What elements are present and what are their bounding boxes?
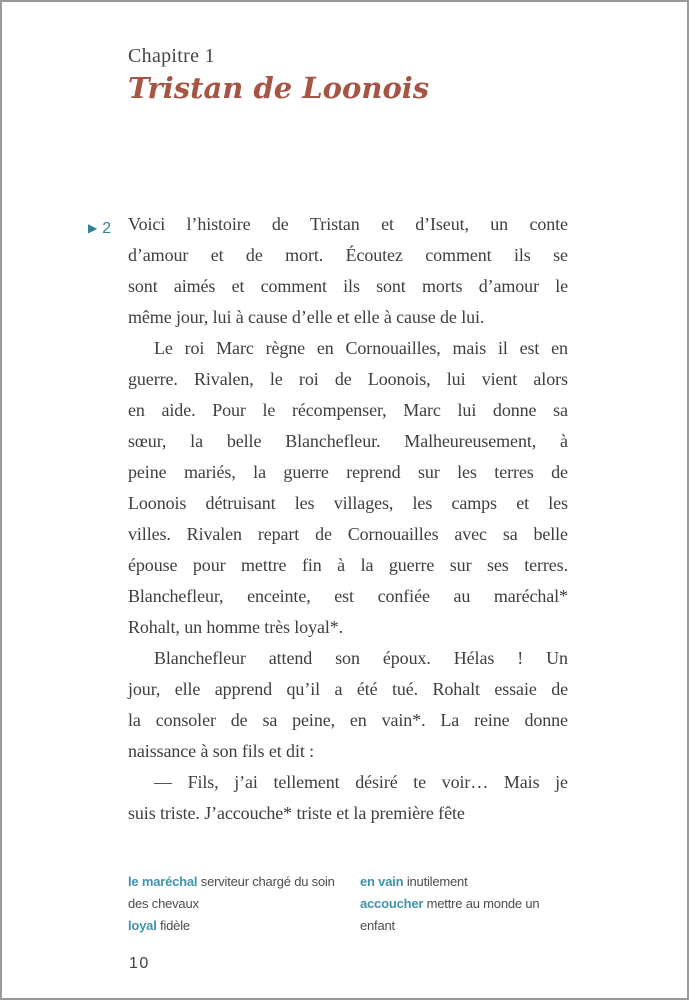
text-line: la consoler de sa peine, en vain*. La reine donne [128,710,568,730]
text-line: villes. Rivalen repart de Cornouailles avec sa belle [128,524,568,544]
glossary-column-left [128,871,350,937]
text-line: même jour, lui à cause d’elle et elle à cause de lui. [128,307,485,327]
text-line: guerre. Rivalen, le roi de Loonois, lui vient alors [128,369,568,389]
audio-marker [88,213,111,244]
glossary-definition: inutilement [403,874,468,889]
glossary-column-right [360,871,568,937]
text-line: épouse pour mettre fin à la guerre sur ses terres. [128,555,568,575]
page-number: 10 [129,955,150,972]
glossary-entry [128,871,350,915]
text-line: — Fils, j’ai tellement désiré te voir… Mais je [154,772,568,792]
glossary-definition: mettre au monde un enfant [360,896,540,933]
glossary-term: loyal [128,918,157,933]
text-line: d’amour et de mort. Écoutez comment ils se [128,245,568,265]
text-line: Le roi Marc règne en Cornouailles, mais il est en [154,338,568,358]
text-line: Rohalt, un homme très loyal*. [128,617,344,637]
glossary-definition: serviteur chargé du soin des chevaux [128,874,335,911]
text-line: en aide. Pour le récompenser, Marc lui donne sa [128,400,568,420]
text-line: peine mariés, la guerre reprend sur les terres de [128,462,568,482]
glossary-term: accoucher [360,896,424,911]
text-line: Blanchefleur, enceinte, est confiée au maréchal* [128,586,568,606]
chapter-label: Chapitre 1 [128,45,215,67]
text-line: naissance à son fils et dit : [128,741,315,761]
glossary-term: en vain [360,874,404,889]
glossary-entry [360,871,568,893]
glossary-term: le maréchal [128,874,198,889]
text-line: sont aimés et comment ils sont morts d’amour le [128,276,568,296]
audio-track-number: 2 [102,220,112,237]
text-line: Loonois détruisant les villages, les camps et les [128,493,568,513]
body-text [128,209,568,829]
text-line: suis triste. J’accouche* triste et la première fête [128,803,465,823]
text-line: jour, elle apprend qu’il a été tué. Rohalt essaie de [128,679,568,699]
text-line: Voici l’histoire de Tristan et d’Iseut, un conte [128,214,568,234]
glossary-definition: fidèle [156,918,190,933]
glossary-entry [128,915,350,937]
text-line: sœur, la belle Blanchefleur. Malheureusement, à [128,431,568,451]
glossary-entry [360,893,568,937]
text-line: Blanchefleur attend son époux. Hélas ! Un [154,648,568,668]
chapter-title: Tristan de Loonois [128,71,430,105]
play-triangle-icon: ▶ [88,221,98,235]
